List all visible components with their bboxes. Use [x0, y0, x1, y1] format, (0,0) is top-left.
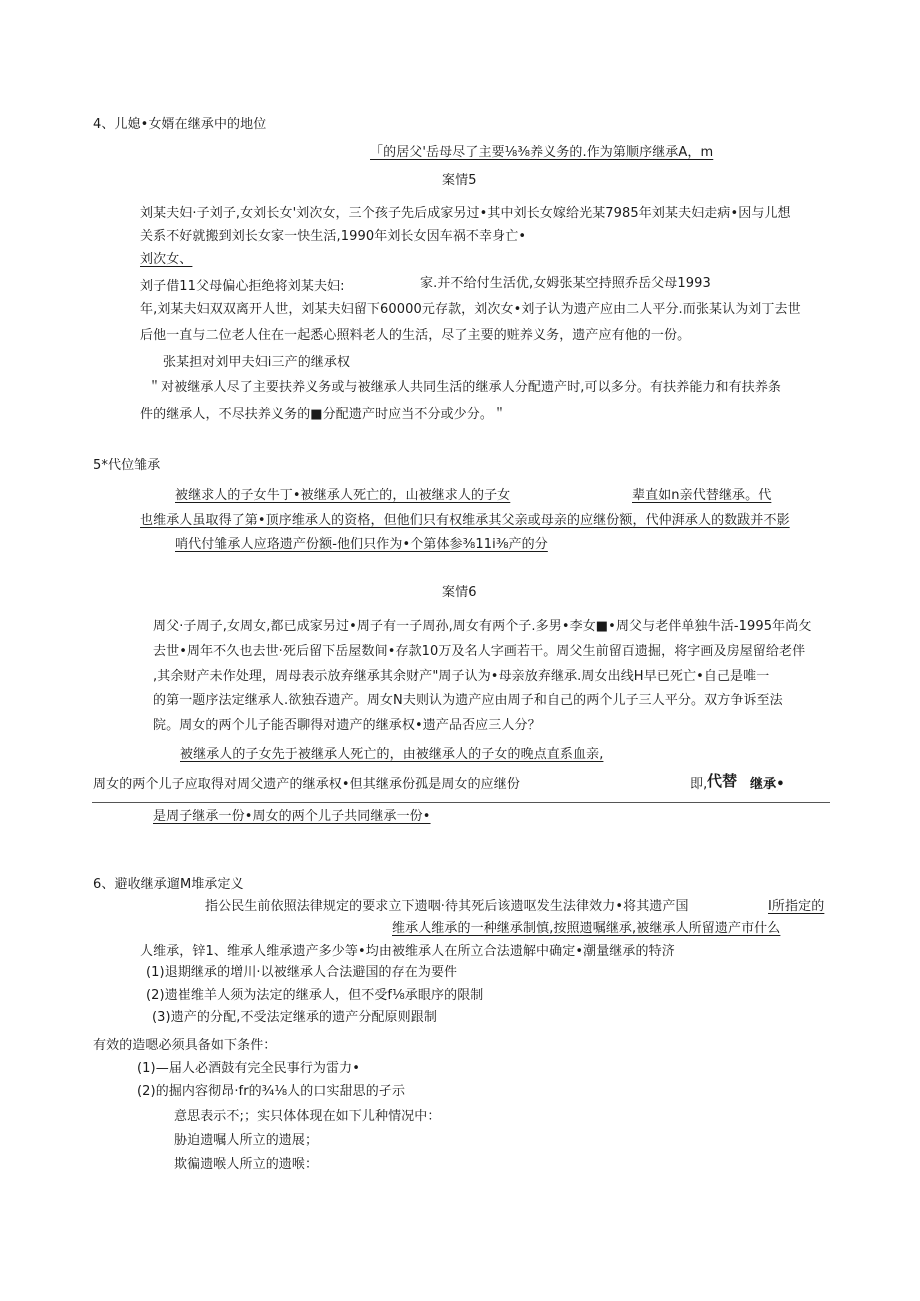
- case6-answer-emphasis: 代替: [707, 772, 738, 790]
- case5-law-quote: ＂对被继承人尽了主要扶养义务或与被继承人共同生活的继承人分配遗产时,可以多分。有扶养能力和有扶养条: [148, 380, 782, 395]
- section-5-line: 哨代付雏承人应珞遗产份额-他们只作为•个第体参⅜11i⅜产的分: [175, 537, 548, 552]
- case5-para-line: 刘子借11父母偏心拒绝将刘某夫妇:: [140, 279, 345, 294]
- condition-sub-item: 欺徧遗喉人所立的遗喉：: [174, 1157, 319, 1172]
- case6-title: 案情6: [442, 585, 477, 600]
- case5-para-line: 家.并不给付生活优,女姆张某空持照乔岳父母1993: [420, 276, 711, 291]
- case5-para-line: 关系不好就搬到刘长女家一快生活,1990年刘长女因车祸不幸身亡•: [140, 229, 527, 244]
- divider-rule: [92, 802, 830, 803]
- case6-para-line: 的第一题序法定继承人.欲独吞遗产。周女N夫则认为遗产应由周子和自己的两个儿子三人平分。双方争诉至法: [153, 693, 783, 708]
- case6-answer-line: 周女的两个儿子应取得对周父遗产的继承权•但其继承份孤是周女的应继份: [93, 777, 520, 792]
- case5-title: 案情5: [442, 173, 477, 188]
- feature-item: (2)遗崔维羊人须为法定的继承人，但不受f⅛承眼序的限制: [146, 988, 484, 1003]
- case6-para-line: 去世•周年不久也去世·死后留下岳屋数间•存款10万及名人字画若干。周父生前留百遗掘，将字画及房屋留给老伴: [153, 644, 806, 659]
- conditions-heading: 有效的造嗯必须具备如下条件：: [93, 1038, 277, 1053]
- section-6-definition: 指公民生前依照法律规定的要求立下遗咽·待其死后该遗呕发生法律效力•将其遗产国: [205, 899, 689, 914]
- case6-answer-suffix: 继承•: [750, 777, 785, 792]
- case5-para-line: 年,刘某夫妇双双离开人世，刘某夫妇留下60000元存款，刘次女•刘子认为遗产应由二人平分.而张某认为刘丁去世: [140, 302, 801, 317]
- section-4-heading: 4、儿媳•女婿在继承中的地位: [93, 117, 267, 132]
- section-5-heading: 5*代位雏承: [93, 458, 161, 473]
- case6-para-line: 院。周女的两个儿子能否聊得对遗产的继承权•遗产品否应三人分？: [153, 718, 541, 733]
- section-5-line: 被继求人的子女牛丁•被继承人死亡的，山被继求人的子女: [175, 488, 511, 503]
- case5-law-quote: 件的继承人，不尽扶养义务的■分配遗产时应当不分或少分。＂: [140, 407, 507, 422]
- case6-para-line: 周父·子周子,女周女,都已成家另过•周子有一子周孙,周女有两个子.多男•李女■•周父与老伴单独牛活-1995年尚攵: [153, 619, 812, 634]
- section-5-line: 辈直如n亲代替继承。代: [632, 488, 772, 503]
- section-5-line: 也维承人虽取得了第•顶序维承人的资格，但他们只有权维承其父亲或母亲的应继份额，代仲湃承人的数跋并不影: [140, 513, 790, 528]
- condition-sub-item: 胁迫遗嘱人所立的遗展；: [174, 1133, 319, 1148]
- case6-answer-line: 被继承人的子女先于被继承人死亡的，由被继承人的子女的晚点直系血亲,: [180, 747, 604, 762]
- case5-question: 张某担对刘甲夫妇i三产的继承权: [163, 355, 351, 370]
- case6-para-line: ,其余财产未作处理，周母表示放弃继承其余财产"周子认为•母亲放弃继承.周女出线H早已死亡•自己是唯一: [153, 669, 770, 684]
- section-6-definition: I所指定的: [768, 899, 825, 914]
- section-6-definition: 维承人维承的一种继承制慎,按照遗嘱继承,被继承人所留遗产市什么: [392, 921, 781, 936]
- case6-answer-line: 是周子继承一份•周女的两个儿子共同继承一份•: [153, 809, 431, 824]
- case5-para-line: 后他一直与二位老人住在一起悉心照料老人的生活，尽了主要的赃养义务，遗产应有他的一份。: [140, 328, 691, 343]
- case5-para-line: 刘次女、: [140, 252, 193, 267]
- section-6-heading: 6、避收继承遛M堆承定义: [93, 877, 244, 892]
- condition-item: (1)—届人必酒鼓有完全民事行为雷力•: [137, 1061, 360, 1076]
- condition-sub-item: 意思表示不;；实只体体现在如下儿种情况中：: [174, 1109, 441, 1124]
- section-4-line: 「的居父'岳母尽了主要⅛⅜养义务的.作为第顺序继承A，m: [370, 145, 714, 160]
- condition-item: (2)的掘内容彻昂·fr的¾⅛人的口实甜思的孑示: [137, 1084, 406, 1099]
- case5-para-line: 刘某夫妇·子刘子,女刘长女'刘次女，三个孩子先后成家另过•其中刘长女嫁给光某7985年刘某夫妇走病•因与儿想: [140, 206, 791, 221]
- section-6-definition: 人维承，锌1、维承人维承遗产多少等•均由被维承人在所立合法遗解中确定•潮量继承的特济: [140, 944, 675, 959]
- feature-item: (1)退期继承的增川·以被继承人合法避国的存在为要件: [146, 965, 458, 980]
- case6-answer-prefix: 即,: [690, 777, 708, 792]
- feature-item: (3)遗产的分配,不受法定继承的遗产分配原则跟制: [152, 1010, 437, 1025]
